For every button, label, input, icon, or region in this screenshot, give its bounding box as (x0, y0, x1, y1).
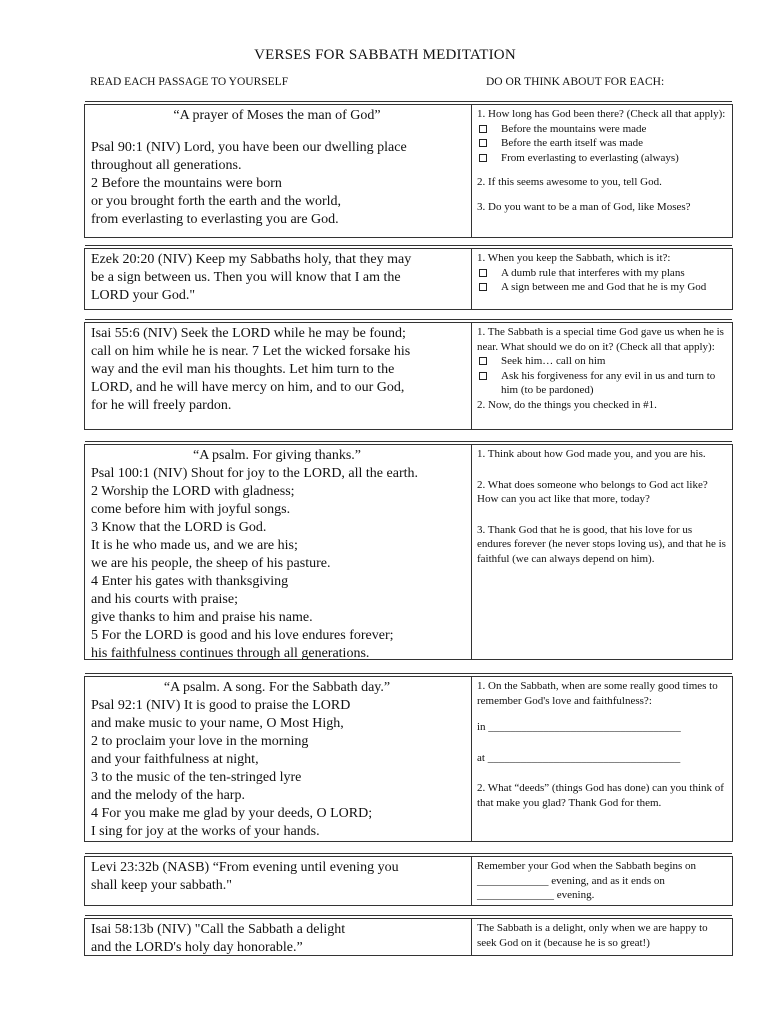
passage-heading: “A prayer of Moses the man of God” (173, 108, 381, 123)
reflection-question: 2. Now, do the things you checked in #1. (477, 398, 657, 411)
passage-line: 3 to the music of the ten-stringed lyre (91, 770, 302, 785)
passage-line: 2 Before the mountains were born (91, 176, 282, 191)
passage-line: 4 Enter his gates with thanksgiving (91, 574, 289, 589)
passage-line: LORD, and he will have mercy on him, and to our God, (91, 380, 405, 395)
passage-line: 3 Know that the LORD is God. (91, 520, 267, 535)
passage-heading: “A psalm. For giving thanks.” (193, 448, 361, 463)
column-divider (471, 249, 472, 309)
reflection-question: 2. If this seems awesome to you, tell God. (477, 176, 662, 188)
passage-line: or you brought forth the earth and the world, (91, 194, 341, 209)
passage-line: LORD your God." (91, 288, 196, 303)
checkbox-icon[interactable] (479, 125, 487, 133)
checkbox-icon[interactable] (479, 283, 487, 291)
passage-line: his faithfulness continues through all generations. (91, 646, 370, 661)
passage-line: It is he who made us, and we are his; (91, 538, 298, 553)
column-divider (471, 323, 472, 429)
reflection-text (477, 921, 729, 950)
reflection-question: 3. Thank God that he is good, that his love for us endures forever (he never stops loving us), and that he is faithful (we can always depend on him). (477, 523, 726, 565)
reflection-question: 3. Do you want to be a man of God, like Moses? (477, 200, 691, 213)
reflection-text (477, 251, 729, 295)
passage-text (91, 325, 463, 415)
passage-line: shall keep your sabbath." (91, 878, 233, 893)
passage-row-leviticus-23 (84, 856, 733, 906)
passage-line: Isai 58:13b (NIV) "Call the Sabbath a delight (91, 922, 346, 937)
reflection-question: 1. When you keep the Sabbath, which is it?: (477, 252, 671, 264)
passage-line: Psal 92:1 (NIV) It is good to praise the LORD (91, 698, 351, 713)
checkbox-icon[interactable] (479, 372, 487, 380)
column-divider (471, 105, 472, 237)
column-divider (471, 919, 472, 955)
checkbox-item[interactable]: A sign between me and God that he is my God (477, 280, 729, 295)
column-divider (471, 857, 472, 905)
passage-line: come before him with joyful songs. (91, 502, 291, 517)
passage-text (91, 107, 463, 229)
passage-line: and your faithfulness at night, (91, 752, 259, 767)
passage-text (91, 859, 463, 895)
passage-line: 2 to proclaim your love in the morning (91, 734, 309, 749)
checkbox-item[interactable]: Before the mountains were made (477, 122, 729, 137)
reflection-question: 1. The Sabbath is a special time God gave us when he is near. What should we do on it? (Check all that apply): (477, 326, 724, 353)
passage-line: throughout all generations. (91, 158, 242, 173)
passage-line: we are his people, the sheep of his pasture. (91, 556, 331, 571)
reflection-question: 1. How long has God been there? (Check all that apply): (477, 108, 726, 120)
checkbox-item[interactable]: Seek him… call on him (477, 354, 729, 369)
checkbox-icon[interactable] (479, 139, 487, 147)
passage-row-psalm-92 (84, 676, 733, 842)
reflection-text (477, 107, 729, 214)
passage-line: for he will freely pardon. (91, 398, 232, 413)
passage-row-psalm-100 (84, 444, 733, 660)
passage-row-isaiah-58 (84, 918, 733, 956)
left-column-header: READ EACH PASSAGE TO YOURSELF (90, 76, 289, 88)
reflection-question: 2. What “deeds” (things God has done) can you think of that make you glad? Thank God for them. (477, 782, 724, 809)
passage-line: 2 Worship the LORD with gladness; (91, 484, 295, 499)
reflection-text (477, 325, 729, 412)
reflection-text (477, 447, 729, 566)
checkbox-item[interactable]: A dumb rule that interferes with my plans (477, 266, 729, 281)
passage-text (91, 921, 463, 957)
passage-line: give thanks to him and praise his name. (91, 610, 313, 625)
reflection-question: 1. On the Sabbath, when are some really good times to remember God's love and faithfulness?: (477, 680, 718, 707)
checkbox-item[interactable]: Before the earth itself was made (477, 136, 729, 151)
passage-line: Levi 23:32b (NASB) “From evening until evening you (91, 860, 399, 875)
checkbox-item[interactable]: From everlasting to everlasting (always) (477, 151, 729, 166)
reflection-question: 1. Think about how God made you, and you are his. (477, 448, 706, 460)
passage-line: Psal 100:1 (NIV) Shout for joy to the LORD, all the earth. (91, 466, 419, 481)
passage-row-psalm-90 (84, 104, 733, 238)
passage-heading: “A psalm. A song. For the Sabbath day.” (163, 680, 391, 695)
passage-line: be a sign between us. Then you will know that I am the (91, 270, 401, 285)
passage-line: and the melody of the harp. (91, 788, 245, 803)
passage-line: Ezek 20:20 (NIV) Keep my Sabbaths holy, that they may (91, 252, 412, 267)
reflection-text (477, 859, 729, 903)
passage-line: I sing for joy at the works of your hands. (91, 824, 320, 839)
checkbox-icon[interactable] (479, 269, 487, 277)
page-title: VERSES FOR SABBATH MEDITATION (254, 47, 516, 63)
column-divider (471, 677, 472, 841)
fill-in-blank-sabbath-times[interactable]: Remember your God when the Sabbath begins on _____________ evening, and as it ends on ______________ evening. (477, 860, 697, 901)
column-divider (471, 445, 472, 659)
passage-text (91, 679, 463, 841)
fill-in-blank-at[interactable]: at ___________________________________ (477, 751, 681, 764)
reflection-statement: The Sabbath is a delight, only when we are happy to seek God on it (because he is so great!) (477, 922, 708, 949)
passage-line: way and the evil man his thoughts. Let him turn to the (91, 362, 395, 377)
passage-line: 5 For the LORD is good and his love endures forever; (91, 628, 394, 643)
passage-line: and the LORD's holy day honorable.” (91, 940, 303, 955)
passage-line: from everlasting to everlasting you are God. (91, 212, 339, 227)
passage-line: Isai 55:6 (NIV) Seek the LORD while he may be found; (91, 326, 406, 341)
passage-line: call on him while he is near. 7 Let the wicked forsake his (91, 344, 411, 359)
checkbox-icon[interactable] (479, 154, 487, 162)
passage-line: Psal 90:1 (NIV) Lord, you have been our dwelling place (91, 140, 407, 155)
passage-row-ezekiel-20 (84, 248, 733, 310)
reflection-question: 2. What does someone who belongs to God act like? How can you act like that more, today? (477, 478, 708, 505)
checkbox-item[interactable]: Ask his forgiveness for any evil in us and turn to him (to be pardoned) (477, 369, 729, 398)
passage-line: 4 For you make me glad by your deeds, O LORD; (91, 806, 373, 821)
right-column-header: DO OR THINK ABOUT FOR EACH: (486, 76, 665, 88)
passage-line: and his courts with praise; (91, 592, 238, 607)
passage-line: and make music to your name, O Most High, (91, 716, 344, 731)
checkbox-icon[interactable] (479, 357, 487, 365)
fill-in-blank-in[interactable]: in ___________________________________ (477, 721, 681, 733)
passage-row-isaiah-55 (84, 322, 733, 430)
passage-text (91, 447, 463, 663)
passage-text (91, 251, 463, 305)
reflection-text (477, 679, 729, 810)
